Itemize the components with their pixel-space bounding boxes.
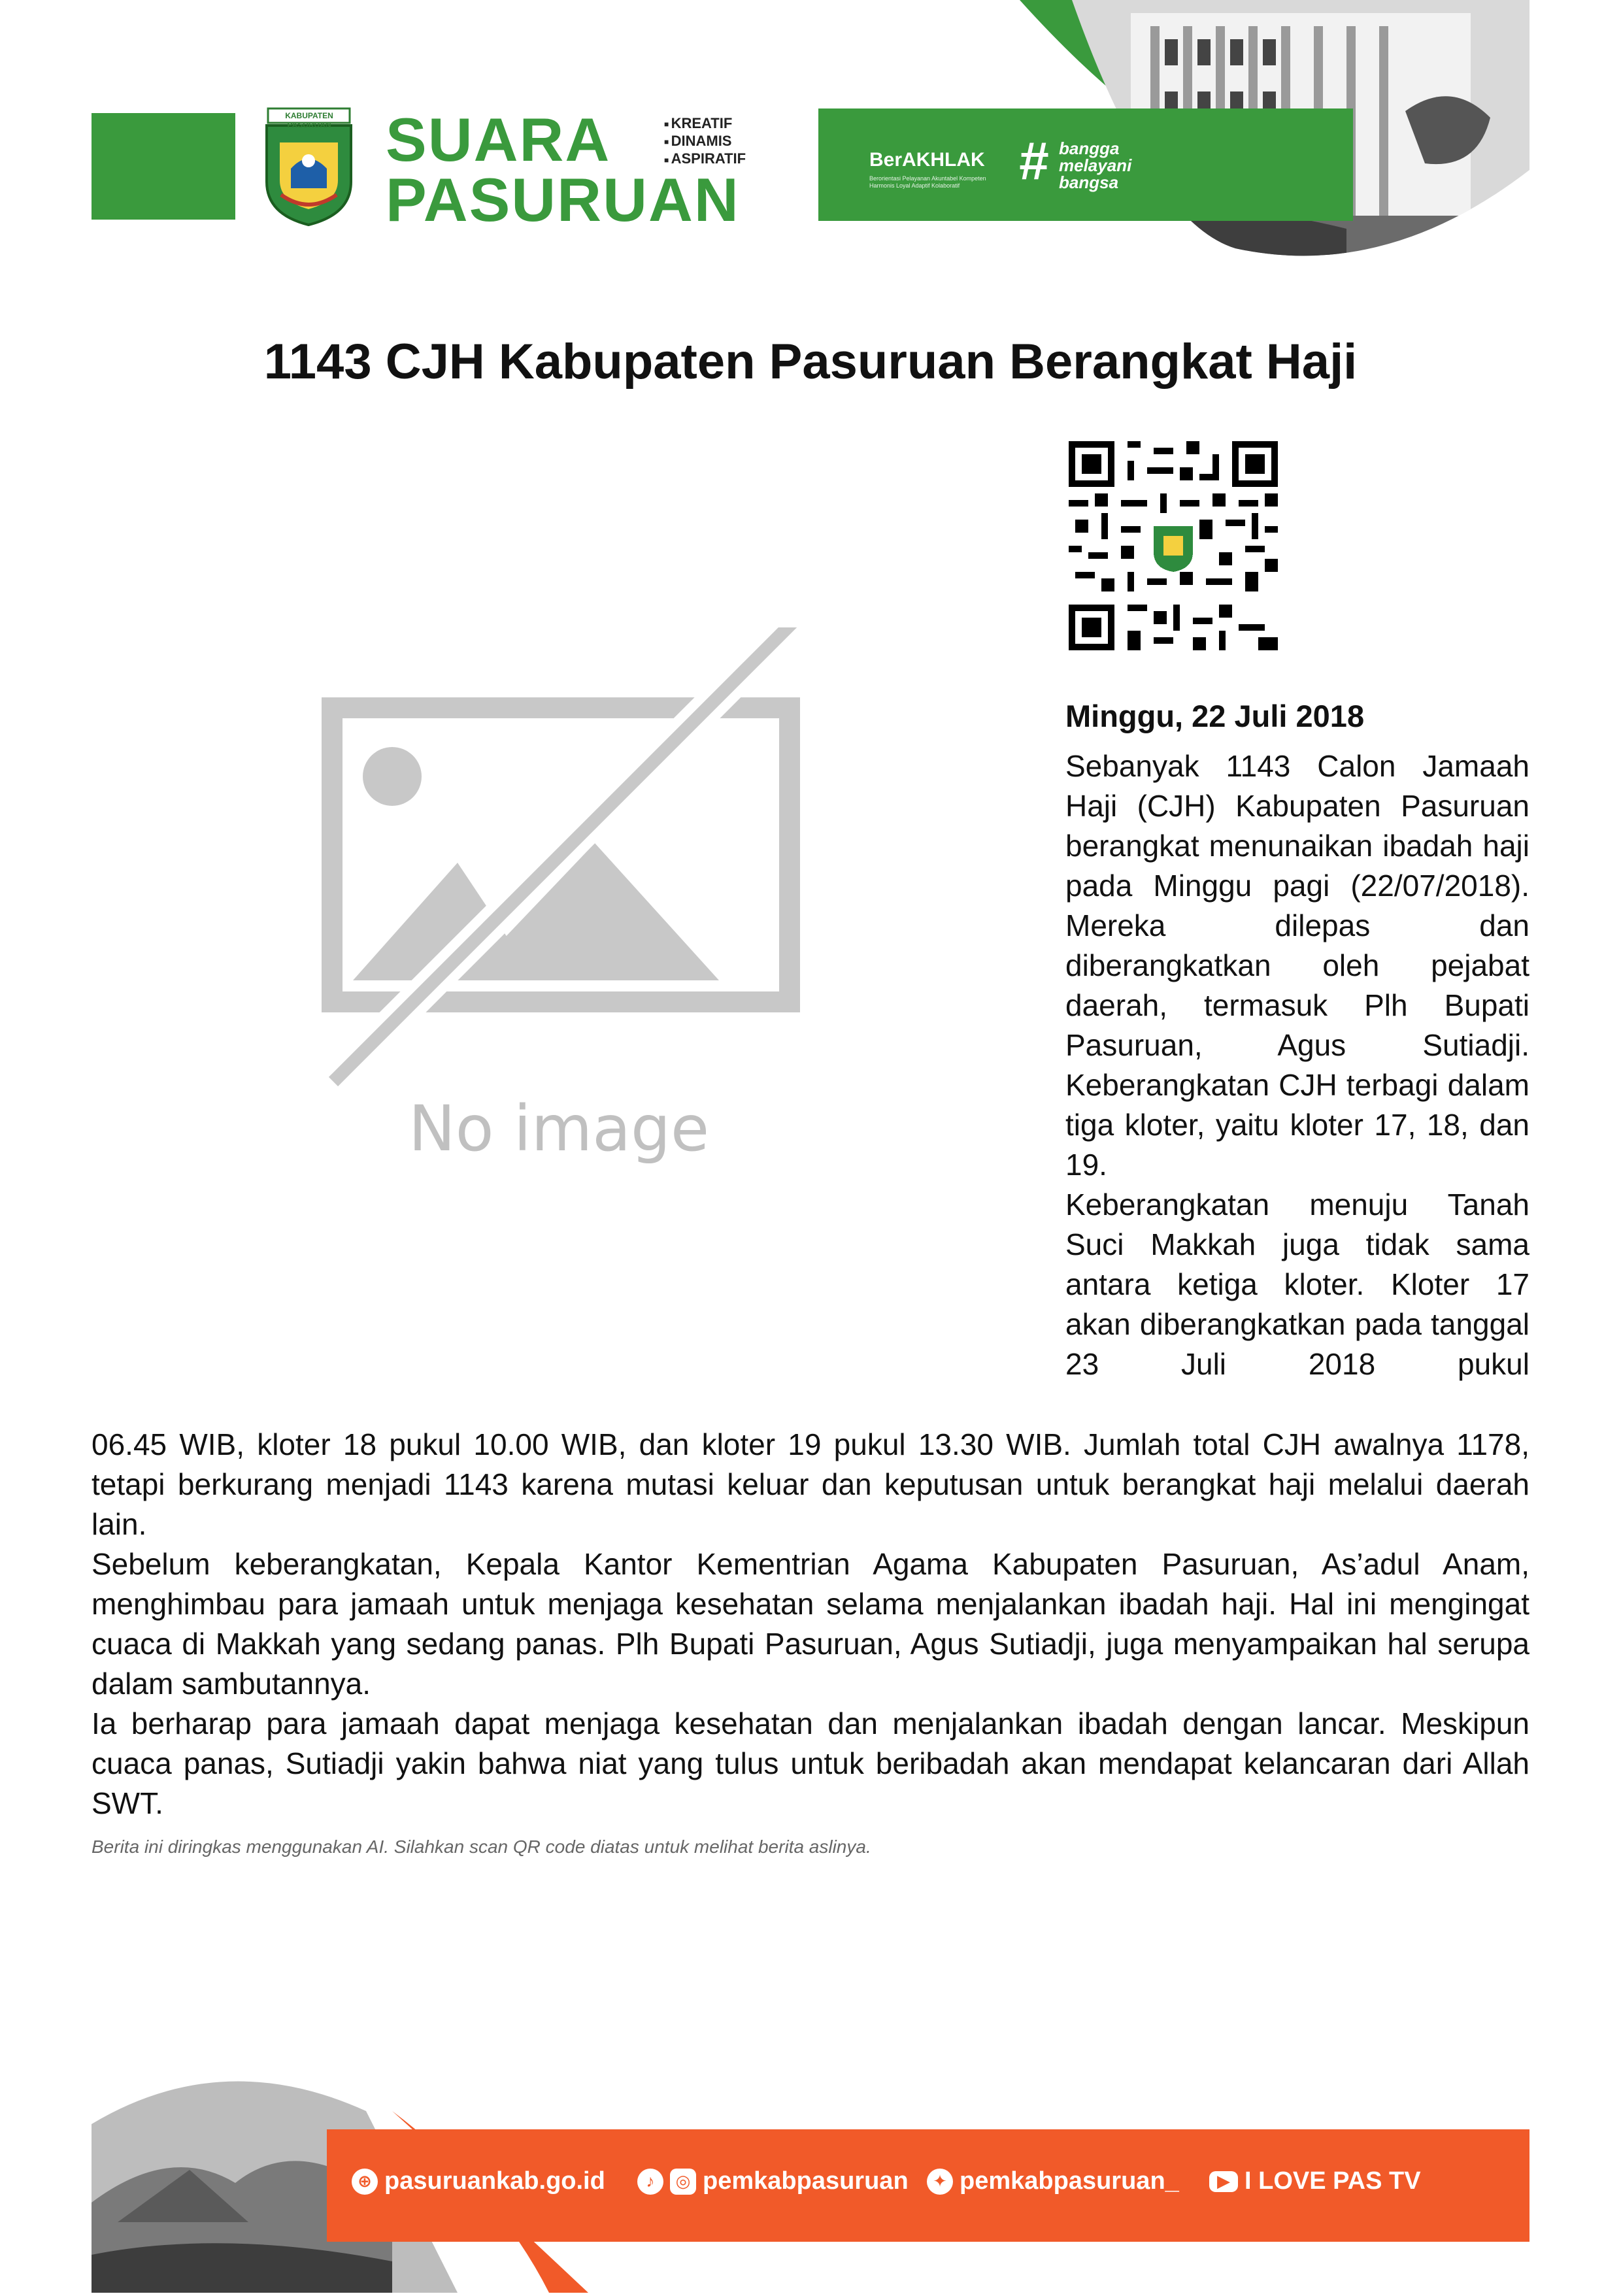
paragraph-4: Ia berharap para jamaah dapat menjaga kesehatan dan menjalankan ibadah dengan lancar. Meskipun cuaca panas, Sutiadji yakin bahwa niat yang tulus untuk beribadah akan mendapat kelancaran dari Allah SWT. bbox=[92, 1706, 1529, 1820]
youtube-icon: ▶ bbox=[1209, 2171, 1238, 2192]
footer-tiktok-instagram[interactable] bbox=[637, 2167, 909, 2195]
paragraph-3: Sebelum keberangkatan, Kepala Kantor Kementrian Agama Kabupaten Pasuruan, As’adul Anam, menghimbau para jamaah untuk menjaga kesehatan selama menjalankan ibadah haji. Hal ini mengingat cuaca di Makkah yang sedang panas. Plh Bupati Pasuruan, Agus Sutiadji, juga menyampaikan hal serupa dalam sambutannya. bbox=[92, 1547, 1529, 1701]
bangga-melayani-bangsa bbox=[1059, 140, 1131, 191]
footer-youtube-label: I LOVE PAS TV bbox=[1245, 2167, 1421, 2195]
ai-summary-note: Berita ini diringkas menggunakan AI. Silahkan scan QR code diatas untuk melihat berita aslinya. bbox=[92, 1837, 871, 1857]
no-image-label: No image bbox=[408, 1092, 710, 1165]
bangga-line3: bangsa bbox=[1059, 173, 1119, 192]
twitter-icon: ✦ bbox=[927, 2169, 953, 2195]
paragraph-2-top: Keberangkatan menuju Tanah Suci Makkah juga tidak sama antara ketiga kloter. Kloter 17 akan diberangkatkan pada tanggal 23 Juli 2018 pukul bbox=[1065, 1188, 1529, 1381]
footer-twitter[interactable] bbox=[927, 2167, 1179, 2195]
article-column-right bbox=[1065, 746, 1529, 1384]
tiktok-icon: ♪ bbox=[637, 2169, 663, 2195]
tagline-2: ■ DINAMIS bbox=[664, 133, 746, 150]
globe-icon: ⊕ bbox=[352, 2169, 378, 2195]
berakhlak-logo-text: BerAKHLAK bbox=[869, 149, 985, 171]
brand-title-line1: SUARA bbox=[386, 105, 611, 174]
footer-tiktok-instagram-label: pemkabpasuruan bbox=[703, 2167, 909, 2195]
article-date: Minggu, 22 Juli 2018 bbox=[1065, 699, 1365, 733]
footer-website[interactable] bbox=[352, 2167, 605, 2195]
article-column-full bbox=[92, 1425, 1529, 1823]
paragraph-2-bottom: 06.45 WIB, kloter 18 pukul 10.00 WIB, dan kloter 19 pukul 13.30 WIB. Jumlah total CJH awalnya 1178, tetapi berkurang menjadi 1143 karena mutasi keluar dan keputusan untuk berangkat haji melalui daerah lain. bbox=[92, 1427, 1529, 1541]
qr-code[interactable] bbox=[1069, 441, 1278, 650]
instagram-icon: ◎ bbox=[670, 2169, 696, 2195]
crest-label: KABUPATEN PASURUAN bbox=[285, 111, 333, 129]
hashtag-icon: # bbox=[1018, 131, 1048, 191]
header-left-green-bar bbox=[92, 113, 235, 220]
tagline-3: ■ ASPIRATIF bbox=[664, 150, 746, 168]
bangga-line2: melayani bbox=[1059, 156, 1132, 175]
berakhlak-subtitle: Berorientasi Pelayanan Akuntabel Kompeten Harmonis Loyal Adaptif Kolaboratif bbox=[869, 175, 986, 189]
paragraph-1: Sebanyak 1143 Calon Jamaah Haji (CJH) Kabupaten Pasuruan berangkat menunaikan ibadah haji pada Minggu pagi (22/07/2018). Mereka dilepas dan diberangkatkan oleh pejabat daerah, termasuk Plh Bupati Pasuruan, Agus Sutiadji. Keberangkatan CJH terbagi dalam tiga kloter, yaitu kloter 17, 18, dan 19. bbox=[1065, 749, 1529, 1182]
footer-twitter-label: pemkabpasuruan_ bbox=[960, 2167, 1179, 2195]
tagline-1: ■ KREATIF bbox=[664, 115, 746, 133]
article-title: 1143 CJH Kabupaten Pasuruan Berangkat Haji bbox=[263, 334, 1358, 390]
footer-website-label: pasuruankab.go.id bbox=[384, 2167, 605, 2195]
brand-taglines bbox=[664, 115, 746, 169]
brand-title-line2: PASURUAN bbox=[386, 165, 740, 234]
footer-youtube[interactable] bbox=[1209, 2167, 1421, 2195]
bangga-line1: bangga bbox=[1059, 139, 1120, 158]
article-image-placeholder bbox=[320, 627, 817, 1196]
